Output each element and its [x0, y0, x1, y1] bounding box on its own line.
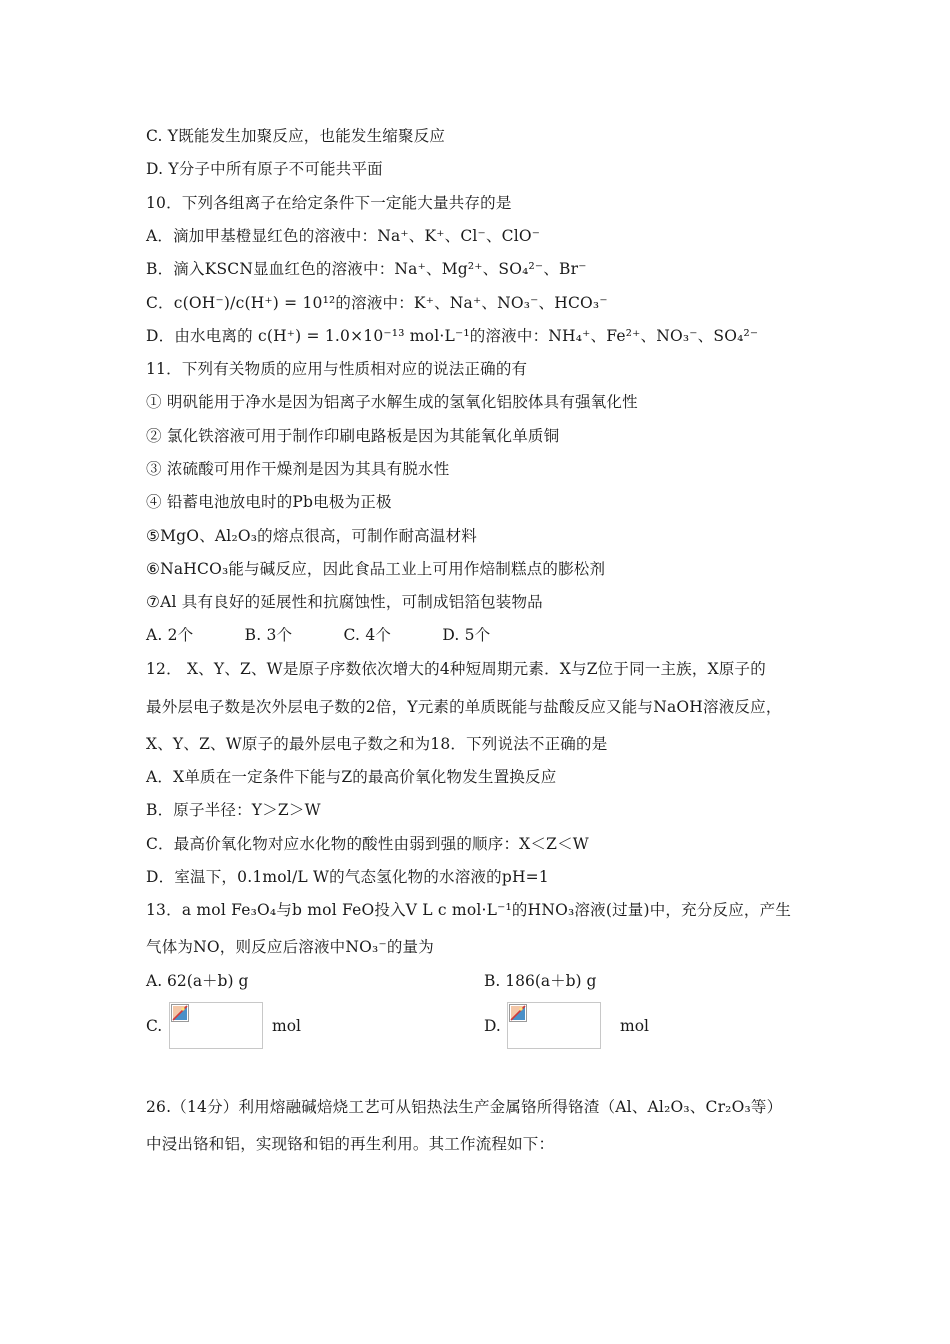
broken-image-icon [171, 1004, 189, 1022]
q13-option-c-unit: mol [272, 1017, 301, 1035]
q10-option-a: A．滴加甲基橙显红色的溶液中：Na⁺、K⁺、Cl⁻、ClO⁻ [146, 227, 541, 245]
q11-item-2: ② 氯化铁溶液可用于制作印刷电路板是因为其能氧化单质铜 [146, 427, 560, 445]
q11-item-5: ⑤MgO、Al₂O₃的熔点很高，可制作耐高温材料 [146, 527, 477, 545]
q11-item-6: ⑥NaHCO₃能与碱反应，因此食品工业上可用作焙制糕点的膨松剂 [146, 560, 606, 578]
q11-item-3: ③ 浓硫酸可用作干燥剂是因为其具有脱水性 [146, 460, 450, 478]
q13-option-a: A. 62(a＋b) g [146, 972, 249, 990]
q26-stem-line2: 中浸出铬和铝，实现铬和铝的再生利用。其工作流程如下： [146, 1135, 555, 1153]
q12-stem-line3: X、Y、Z、W原子的最外层电子数之和为18．下列说法不正确的是 [146, 735, 608, 753]
q11-item-1: ① 明矾能用于净水是因为铝离子水解生成的氢氧化铝胶体具有强氧化性 [146, 393, 638, 411]
q9-option-c: C. Y既能发生加聚反应，也能发生缩聚反应 [146, 127, 446, 145]
q11-options: A. 2个 B. 3个 C. 4个 D. 5个 [146, 626, 491, 644]
q13-stem-line1: 13．a mol Fe₃O₄与b mol FeO投入V L c mol·L⁻¹的HNO₃溶液(过量)中，充分反应，产生 [146, 901, 792, 919]
q13-option-c-label: C. [146, 1017, 163, 1035]
q13-option-d-label: D. [484, 1017, 501, 1035]
q13-option-d-unit: mol [620, 1017, 649, 1035]
q10-option-c: C．c(OH⁻)/c(H⁺) = 10¹²的溶液中：K⁺、Na⁺、NO₃⁻、HCO₃⁻ [146, 294, 608, 312]
q9-option-d: D. Y分子中所有原子不可能共平面 [146, 160, 383, 178]
broken-image-placeholder [169, 1002, 263, 1049]
q12-option-c: C．最高价氧化物对应水化物的酸性由弱到强的顺序：X＜Z＜W [146, 835, 589, 853]
q12-option-d: D．室温下，0.1mol/L W的气态氢化物的水溶液的pH=1 [146, 868, 549, 886]
q11-stem: 11．下列有关物质的应用与性质相对应的说法正确的有 [146, 360, 528, 378]
q26-stem-line1: 26.（14分）利用熔融碱焙烧工艺可从铝热法生产金属铬所得铬渣（Al、Al₂O₃、Cr₂O₃等） [146, 1098, 783, 1116]
broken-image-placeholder [507, 1002, 601, 1049]
q11-item-7: ⑦Al 具有良好的延展性和抗腐蚀性，可制成铝箔包装物品 [146, 593, 543, 611]
q10-option-d: D．由水电离的 c(H⁺) = 1.0×10⁻¹³ mol·L⁻¹的溶液中：NH₄⁺、Fe²⁺、NO₃⁻、SO₄²⁻ [146, 327, 759, 345]
q10-option-b: B．滴入KSCN显血红色的溶液中：Na⁺、Mg²⁺、SO₄²⁻、Br⁻ [146, 260, 587, 278]
q13-option-b: B. 186(a＋b) g [484, 972, 597, 990]
q12-stem-line1: 12． X、Y、Z、W是原子序数依次增大的4种短周期元素．X与Z位于同一主族，X原子的 [146, 660, 766, 678]
q12-option-b: B．原子半径：Y＞Z＞W [146, 801, 321, 819]
q13-stem-line2: 气体为NO，则反应后溶液中NO₃⁻的量为 [146, 938, 434, 956]
broken-image-icon [509, 1004, 527, 1022]
q12-stem-line2: 最外层电子数是次外层电子数的2倍，Y元素的单质既能与盐酸反应又能与NaOH溶液反应， [146, 698, 782, 716]
q11-item-4: ④ 铅蓄电池放电时的Pb电极为正极 [146, 493, 392, 511]
q10-stem: 10．下列各组离子在给定条件下一定能大量共存的是 [146, 194, 512, 212]
q12-option-a: A．X单质在一定条件下能与Z的最高价氧化物发生置换反应 [146, 768, 557, 786]
